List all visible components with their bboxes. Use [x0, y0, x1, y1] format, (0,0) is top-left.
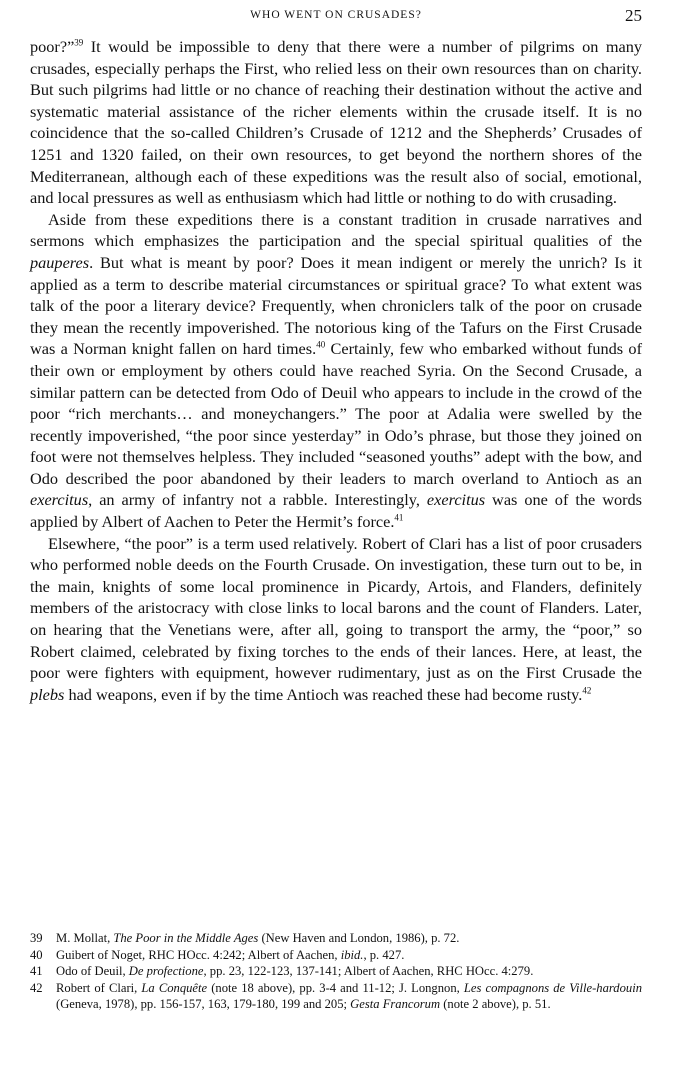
italic-term: plebs [30, 684, 65, 704]
text-run: (Geneva, 1978), pp. 156-157, 163, 179-180, 199 and 205; [56, 997, 351, 1011]
italic-term: exercitus [30, 490, 89, 510]
italic-term: pauperes [30, 252, 90, 272]
footnote-number: 41 [30, 964, 43, 978]
text-run: Odo of Deuil, [56, 964, 129, 978]
paragraph-2 [30, 209, 642, 533]
footnote-40 [30, 947, 642, 964]
italic-title: ibid. [340, 947, 364, 962]
footnote-41 [30, 963, 642, 980]
text-run: , an army of infantry not a rabble. Interestingly, [88, 490, 427, 510]
text-run: . But what is meant by poor? Does it mean indigent or merely the unrich? Is it applied as a term to describe material circumstances or spiritual grace? To what extent was talk of the poor a literary device? Frequently, when chroniclers talk of the poor on crusade they mean the recently impoverished. The notorious king of the Tafurs on the First Crusade was a Norman knight fallen on hard times. [30, 252, 642, 359]
footnote-42 [30, 980, 642, 1013]
footnote-number: 42 [30, 980, 43, 995]
text-run: Certainly, few who embarked without funds of their own or employment by others could have reached Syria. On the Second Crusade, a similar pattern can be detected from Odo of Deuil who appears to include in the crowd of the poor “rich merchants… and moneychangers.” The poor at Adalia were swelled by the recently impoverished, “the poor since yesterday” in Odo’s phrase, but those they joined on foot were not themselves helpless. They included “seasoned youths” adept with the bow, and Odo described the poor abandoned by their leaders to march overland to Antioch as an [30, 339, 642, 488]
footnote-text [56, 930, 642, 947]
italic-title: De profectione [128, 964, 204, 978]
text-run: It would be impossible to deny that there were a number of pilgrims on many crusades, especially perhaps the First, who relied less on their own resources than on charity. But such pilgrims had little or no chance of reaching their destination without the active and systematic material assistance of the richer elements within the crusade itself. It is no coincidence that the so-called Children’s Crusade of 1212 and the Shepherds’ Crusades of 1251 and 1320 failed, on their own resources, to get beyond the northern shores of the Mediterranean, although each of these expeditions was the result also of social, emotional, and local pressures as well as enthusiasm which had little or nothing to do with crusading. [30, 37, 642, 208]
footnote-text [56, 980, 642, 1013]
italic-title: Les compagnons de Ville-hardouin [463, 980, 642, 995]
footnote-text [56, 947, 642, 964]
footnotes [30, 930, 642, 1013]
footnote-39 [30, 930, 642, 947]
page-number: 25 [625, 6, 642, 25]
running-head [30, 6, 642, 26]
footnote-ref-40: 40 [316, 339, 326, 350]
footnote-ref-41: 41 [394, 512, 404, 523]
italic-title: The Poor in the Middle Ages [113, 931, 259, 945]
footnote-ref-39: 39 [74, 37, 84, 48]
main-text [30, 36, 642, 705]
text-run: (note 18 above), pp. 3-4 and 11-12; J. Longnon, [207, 980, 464, 995]
paragraph-3 [30, 533, 642, 706]
italic-term: exercitus [426, 490, 486, 510]
running-title: WHO WENT ON CRUSADES? [250, 9, 422, 21]
text-run: Robert of Clari, [56, 980, 142, 995]
text-run: Elsewhere, “the poor” is a term used relatively. Robert of Clari has a list of poor crusaders who performed noble deeds on the Fourth Crusade. On investigation, these turn out to be, in the main, knights of some local prominence in Picardy, Artois, and Flanders, definitely members of the aristocracy with close links to local barons and the count of Flanders. Later, on hearing that the Venetians were, after all, going to transport the army, the “poor,” so Robert claimed, celebrated by fixing torches to the ends of their lances. Here, at least, the poor were fighters with equipment, however rudimentary, just as on the First Crusade the [30, 533, 642, 683]
text-run: poor?” [30, 37, 75, 56]
text-run: had weapons, even if by the time Antioch was reached these had become rusty. [64, 684, 583, 704]
text-run: M. Mollat, [56, 931, 114, 945]
text-run: , p. 427. [363, 947, 405, 962]
footnote-text [56, 963, 642, 980]
italic-title: Gesta Francorum [350, 997, 441, 1011]
footnote-ref-42: 42 [582, 685, 592, 696]
text-run: was one of the words applied by Albert of Aachen to Peter the Hermit’s force. [30, 490, 642, 532]
text-run: (New Haven and London, 1986), p. 72. [258, 931, 460, 945]
footnote-number: 40 [30, 947, 43, 962]
text-run: , pp. 23, 122-123, 137-141; Albert of Aachen, RHC HOcc. 4:279. [203, 964, 534, 978]
italic-title: La Conquête [141, 980, 208, 995]
footnote-number: 39 [30, 931, 43, 945]
text-run: Aside from these expeditions there is a constant tradition in crusade narratives and sermons which emphasizes the participation and the special spiritual qualities of the [30, 209, 642, 251]
text-run: (note 2 above), p. 51. [440, 997, 551, 1011]
text-run: Guibert of Noget, RHC HOcc. 4:242; Albert of Aachen, [56, 947, 341, 962]
paragraph-1 [30, 36, 642, 209]
